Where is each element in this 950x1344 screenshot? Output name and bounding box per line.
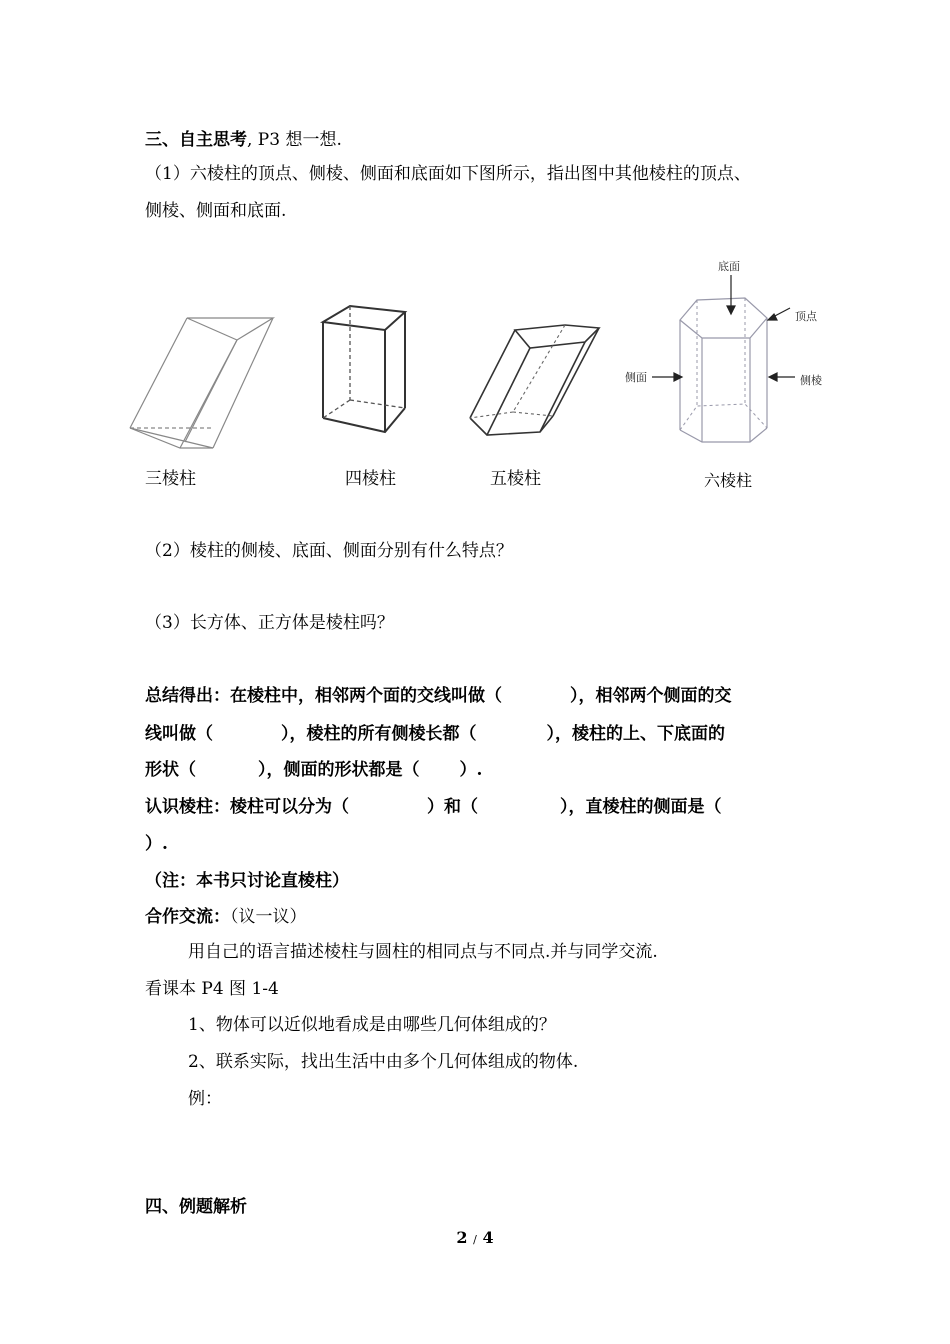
- label-hexagonal-prism: 六棱柱: [704, 471, 753, 490]
- summary-l1-part2: ），相邻两个侧面的交: [570, 686, 732, 706]
- summary-l3-part2: ），侧面的形状都是（: [258, 760, 420, 780]
- cooperate-example: 例：: [188, 1089, 222, 1109]
- summary-line3: [145, 758, 482, 782]
- annotation-vertex: 顶点: [795, 310, 817, 323]
- summary-l2-part1: 线叫做（: [145, 724, 213, 744]
- prism3-top-face: [187, 318, 273, 340]
- textbook-ref: 看课本 P4 图 1-4: [145, 979, 279, 999]
- q1-line1: （1）六棱柱的顶点、侧棱、侧面和底面如下图所示，指出图中其他棱柱的顶点、: [145, 164, 751, 184]
- annotation-base: 底面: [718, 260, 740, 273]
- summary-l3-part1: 形状（: [145, 760, 196, 780]
- page-sep: /: [473, 1233, 477, 1246]
- cooperate-item1: 1、物体可以近似地看成是由哪些几何体组成的？: [188, 1015, 556, 1035]
- summary-l2-part2: ），棱柱的所有侧棱长都（: [281, 724, 477, 744]
- pentagonal-prism-figure: [465, 320, 605, 445]
- quadrangular-prism-figure: [315, 300, 415, 440]
- q3: （3）长方体、正方体是棱柱吗？: [145, 613, 394, 633]
- section3-title: [145, 128, 342, 152]
- summary-line1: [145, 684, 732, 708]
- summary-l3-part3: ）.: [459, 760, 483, 780]
- summary-l4-part3: ），直棱柱的侧面是（: [560, 797, 722, 817]
- annotation-lateral-face: 侧面: [625, 371, 647, 384]
- summary-l4-part1: 认识棱柱：棱柱可以分为（: [145, 797, 349, 817]
- summary-l2-part3: ），棱柱的上、下底面的: [546, 724, 725, 744]
- cooperate-title-rest: （议一议）: [230, 907, 307, 927]
- summary-line2: [145, 722, 725, 746]
- section3-title-rest: , P3 想一想.: [247, 130, 342, 150]
- label-pentagonal-prism: 五棱柱: [490, 469, 541, 489]
- label-triangular-prism: 三棱柱: [145, 469, 196, 489]
- cooperate-title: [145, 905, 307, 929]
- section3-title-bold: 三、自主思考: [145, 130, 247, 150]
- page-current: 2: [456, 1228, 468, 1247]
- summary-l4-part2: ）和（: [427, 797, 478, 817]
- page-number: [0, 1228, 950, 1247]
- cooperate-desc: 用自己的语言描述棱柱与圆柱的相同点与不同点.并与同学交流.: [188, 942, 658, 962]
- page-total: 4: [482, 1228, 494, 1247]
- summary-note: （注：本书只讨论直棱柱）: [145, 871, 349, 891]
- cooperate-item2: 2、联系实际，找出生活中由多个几何体组成的物体.: [188, 1052, 579, 1072]
- triangular-prism-figure: [125, 310, 280, 460]
- summary-line5: ）.: [145, 834, 168, 854]
- section4-title: 四、例题解析: [145, 1197, 247, 1217]
- label-quadrangular-prism: 四棱柱: [345, 469, 396, 489]
- cooperate-title-bold: 合作交流：: [145, 907, 230, 927]
- hexagonal-annotation-arrows: [620, 270, 820, 400]
- summary-line4: [145, 795, 722, 819]
- annotation-lateral-edge: 侧棱: [800, 374, 822, 387]
- q2: （2）棱柱的侧棱、底面、侧面分别有什么特点？: [145, 541, 513, 561]
- q1-line2: 侧棱、侧面和底面.: [145, 201, 287, 221]
- summary-l1-part1: 总结得出：在棱柱中，相邻两个面的交线叫做（: [145, 686, 502, 706]
